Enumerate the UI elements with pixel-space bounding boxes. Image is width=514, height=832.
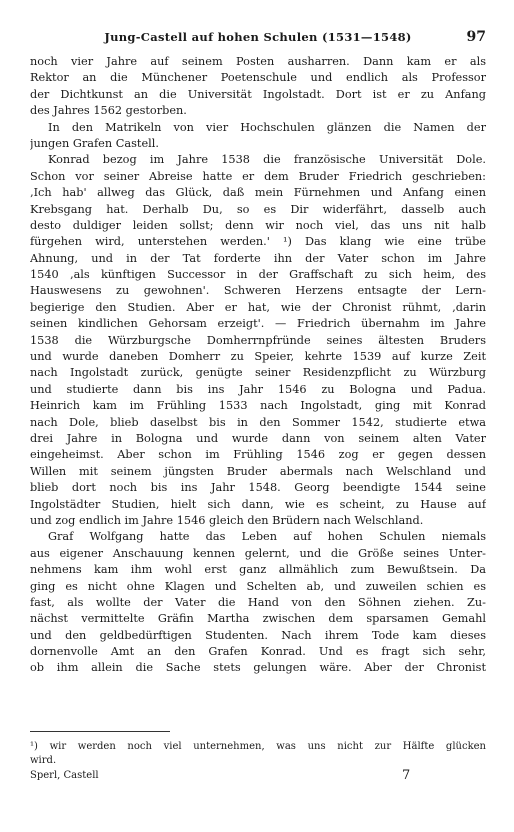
text-line: nächst vermittelte Gräfin Martha zwischen dem sparsamen Gemahl: [30, 612, 486, 626]
text-line: eingeheimst. Aber schon im Frühling 1546 zog er gegen dessen: [30, 448, 486, 462]
text-line: und wurde daneben Domherr zu Speier, kehrte 1539 auf kurze Zeit: [30, 350, 486, 364]
text-line: In den Matrikeln von vier Hochschulen glänzen die Namen der: [48, 120, 486, 134]
text-line: der Dichtkunst an die Universität Ingolstadt. Dort ist er zu Anfang: [30, 87, 486, 101]
text-line: des Jahres 1562 gestorben.: [30, 104, 187, 118]
text-line: und den geldbedürftigen Studenten. Nach ihrem Tode kam dieses: [30, 628, 486, 642]
text-line: ging es nicht ohne Klagen und Schelten ab, und zuweilen schien es: [30, 579, 486, 593]
text-line: 1538 die Würzburgsche Domherrnpfründe seines ältesten Bruders: [30, 333, 486, 347]
running-title: Jung-Castell auf hohen Schulen (1531—1548): [104, 30, 412, 44]
text-line: fürgehen wird, unterstehen werden.' ¹) Das klang wie eine trübe: [30, 235, 486, 249]
footnote: [30, 740, 486, 768]
text-line: nach Dole, blieb daselbst bis in den Sommer 1542, studierte etwa: [30, 415, 486, 429]
body-text: [30, 54, 486, 677]
text-line: 1540 ‚als künftigen Successor in der Graffschaft zu sich heim, des: [30, 268, 486, 282]
text-line: Ahnung, und in der Tat forderte ihn der Vater schon im Jahre: [30, 251, 486, 265]
text-line: jungen Grafen Castell.: [30, 136, 159, 150]
text-line: aus eigener Anschauung kennen gelernt, und die Größe seines Unter-: [30, 546, 486, 560]
text-line: wird.: [30, 755, 57, 766]
running-header: [30, 30, 486, 48]
text-line: Rektor an die Münchener Poetenschule und endlich als Professor: [30, 71, 486, 85]
text-line: nach Ingolstadt zurück, genügte seiner Residenzpflicht zu Würzburg: [30, 366, 486, 380]
text-line: Schon vor seiner Abreise hatte er dem Bruder Friedrich geschrieben:: [30, 169, 486, 183]
page-number: 97: [466, 29, 486, 45]
text-line: Graf Wolfgang hatte das Leben auf hohen Schulen niemals: [48, 530, 486, 544]
text-line: Heinrich kam im Frühling 1533 nach Ingolstadt, ging mit Konrad: [30, 399, 486, 413]
text-line: drei Jahre in Bologna und wurde dann von seinem alten Vater: [30, 431, 486, 445]
text-line: Hauswesens zu gewohnen'. Schweren Herzens entsagte der Lern-: [30, 284, 486, 298]
text-line: ob ihm allein die Sache stets gelungen wäre. Aber der Chronist: [30, 661, 486, 675]
text-line: Willen mit seinem jüngsten Bruder abermals nach Welschland und: [30, 464, 486, 478]
text-line: nehmens kam ihm wohl erst ganz allmählich zum Bewußtsein. Da: [30, 563, 486, 577]
text-line: Ingolstädter Studien, hielt sich dann, wie es scheint, zu Hause auf: [30, 497, 486, 511]
text-line: Krebsgang hat. Derhalb Du, so es Dir widerfährt, dasselb auch: [30, 202, 486, 216]
text-line: blieb dort noch bis ins Jahr 1548. Georg beendigte 1544 seine: [30, 481, 486, 495]
text-line: und studierte dann bis ins Jahr 1546 zu Bologna und Padua.: [30, 382, 486, 396]
text-line: ¹) wir werden noch viel unternehmen, was uns nicht zur Hälfte glücken: [30, 741, 486, 752]
text-line: begierige den Studien. Aber er hat, wie der Chronist rühmt, ‚darin: [30, 300, 486, 314]
text-line: desto duldiger leiden sollst; denn wir noch viel, das uns nit halb: [30, 218, 486, 232]
text-line: noch vier Jahre auf seinem Posten ausharren. Dann kam er als: [30, 55, 486, 68]
text-line: dornenvolle Amt an den Grafen Konrad. Und es fragt sich sehr,: [30, 645, 486, 659]
text-line: fast, als wollte der Vater die Hand von den Söhnen ziehen. Zu-: [30, 595, 486, 609]
sheet-number: 7: [402, 768, 411, 783]
footnote-rule: [30, 731, 170, 732]
text-line: seinen kindlichen Gehorsam erzeigt'. — Friedrich übernahm im Jahre: [30, 317, 486, 331]
text-line: und zog endlich im Jahre 1546 gleich den Brüdern nach Welschland.: [30, 513, 424, 527]
printer-signature: Sperl, Castell: [30, 770, 99, 781]
text-line: ‚Ich hab' allweg das Glück, daß mein Fürnehmen und Anfang einen: [30, 186, 486, 200]
page-footer: [30, 770, 486, 786]
text-line: Konrad bezog im Jahre 1538 die französische Universität Dole.: [48, 153, 486, 167]
